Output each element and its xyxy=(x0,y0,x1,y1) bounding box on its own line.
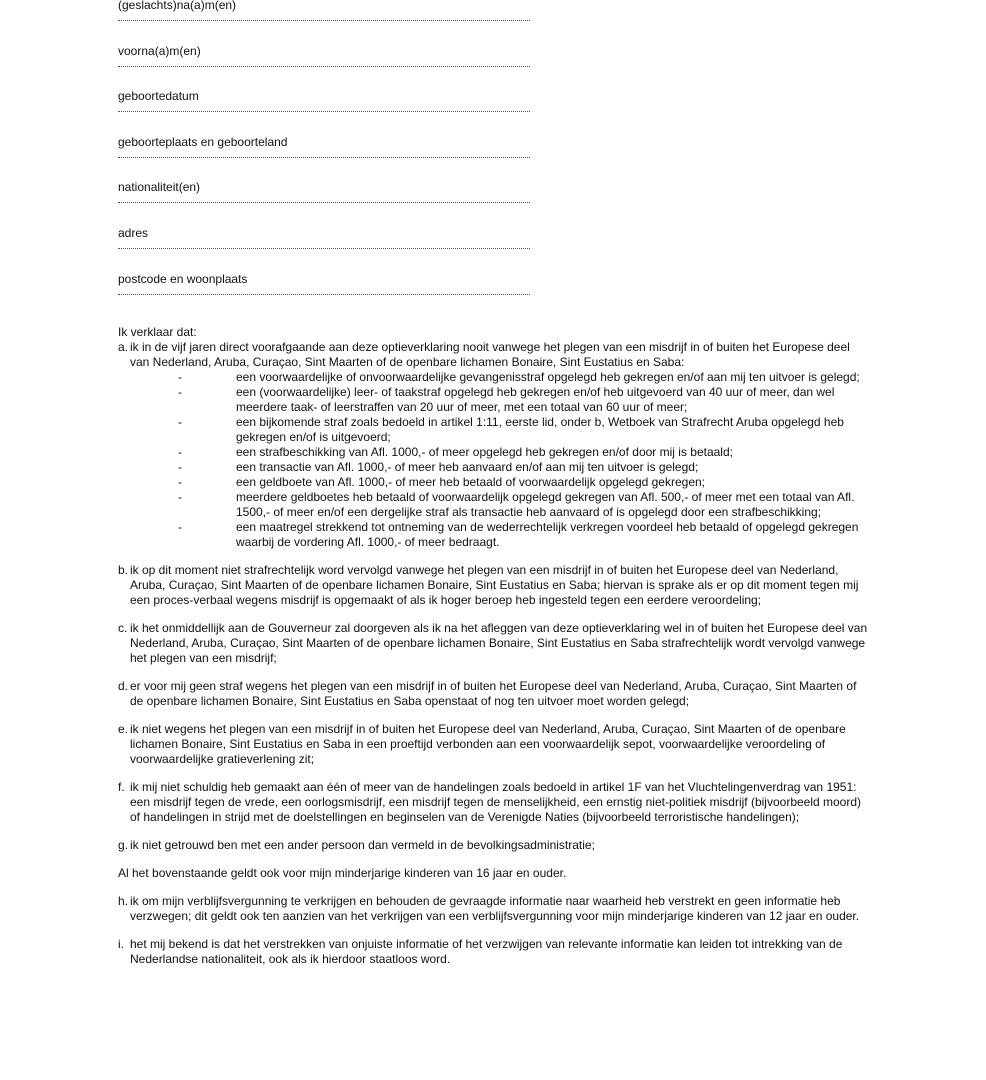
list-item xyxy=(118,490,870,520)
bullet-text: een geldboete van Afl. 1000,- of meer heb betaald of voorwaardelijk opgelegd gekregen; xyxy=(236,475,705,490)
bullet-text: een transactie van Afl. 1000,- of meer heb aanvaard en/of aan mij ten uitvoer is gelegd; xyxy=(236,460,699,475)
clause-text: ik in de vijf jaren direct voorafgaande aan deze optieverklaring nooit vanwege het plegen van een misdrijf in of buiten het Europese deel van Nederland, Aruba, Curaçao, Sint Maarten of de openbare lichamen Bonaire, Sint Eustatius en Saba: xyxy=(130,340,850,370)
clause-marker: g. xyxy=(118,838,129,853)
field-line[interactable] xyxy=(118,66,530,67)
clause-text: er voor mij geen straf wegens het plegen van een misdrijf in of buiten het Europese deel van Nederland, Aruba, Curaçao, Sint Maarten of de openbare lichamen Bonaire, Sint Eustatius en Saba openstaat of nog ten uitvoer moet worden gelegd; xyxy=(130,679,857,709)
bullet-text: een strafbeschikking van Afl. 1000,- of meer opgelegd heb gekregen en/of door mij is betaald; xyxy=(236,445,733,460)
bullet-dash: - xyxy=(178,370,182,385)
clause-marker: h. xyxy=(118,894,129,909)
clause-marker: b. xyxy=(118,563,129,578)
clause-f xyxy=(118,780,870,825)
field-label: nationaliteit(en) xyxy=(118,180,201,195)
clause-text: ik om mijn verblijfsvergunning te verkrijgen en behouden de gevraagde informatie naar waarheid heb verstrekt en geen informatie heb verzwegen; dit geldt ook ten aanzien van het verkrijgen van een verblijfsvergunning voor mijn minderjarige kinderen van 12 jaar en ouder. xyxy=(130,894,860,924)
field-line[interactable] xyxy=(118,294,530,295)
field-label: geboortedatum xyxy=(118,89,199,104)
field-label: geboorteplaats en geboorteland xyxy=(118,134,288,149)
clause-text: ik het onmiddellijk aan de Gouverneur zal doorgeven als ik na het afleggen van deze optieverklaring wel in of buiten het Europese deel van Nederland, Aruba, Curaçao, Sint Maarten of de openbare lichamen Bonaire, Sint Eustatius en Saba strafrechtelijk wordt vervolgd vanwege het plegen van een misdrijf; xyxy=(130,621,868,666)
clause-marker: i. xyxy=(118,937,124,952)
field-label: voorna(a)m(en) xyxy=(118,43,201,58)
field-first-names xyxy=(118,44,870,90)
clause-text: ik op dit moment niet strafrechtelijk word vervolgd vanwege het plegen van een misdrijf in of buiten het Europese deel van Nederland, Aruba, Curaçao, Sint Maarten of de openbare lichamen Bonaire, Sint Eustatius en Saba; hiervan is sprake als er op dit moment tegen mij een proces-verbaal wegens misdrijf is opgemaakt of als ik hoger beroep heb ingesteld tegen een eerdere veroordeling; xyxy=(130,563,859,608)
clause-text: het mij bekend is dat het verstrekken van onjuiste informatie of het verzwijgen van relevante informatie kan leiden tot intrekking van de Nederlandse nationaliteit, ook als ik hierdoor staatloos word. xyxy=(130,937,843,967)
bullet-dash: - xyxy=(178,490,182,505)
clause-text: ik niet wegens het plegen van een misdrijf in of buiten het Europese deel van Nederland, Aruba, Curaçao, Sint Maarten of de openbare lichamen Bonaire, Sint Eustatius en Saba in een proeftijd verbonden aan een voorwaardelijk sepot, voorwaardelijke veroordeling of voorwaardelijke gratieverlening zit; xyxy=(130,722,846,767)
bullet-text: een voorwaardelijke of onvoorwaardelijke gevangenisstraf opgelegd heb gekregen en/of aan mij ten uitvoer is gelegd; xyxy=(236,370,860,385)
clause-marker: a. xyxy=(118,340,129,355)
list-item xyxy=(118,460,870,475)
bullet-dash: - xyxy=(178,520,182,535)
declaration-intro: Ik verklaar dat: xyxy=(118,325,197,340)
field-line[interactable] xyxy=(118,111,530,112)
field-nationality xyxy=(118,180,870,226)
field-address xyxy=(118,226,870,272)
declaration-form xyxy=(118,0,870,967)
field-line[interactable] xyxy=(118,20,530,21)
clause-i xyxy=(118,937,870,967)
field-place-country-of-birth xyxy=(118,135,870,181)
bullet-dash: - xyxy=(178,475,182,490)
clause-g xyxy=(118,838,870,853)
bullet-text: een (voorwaardelijke) leer- of taakstraf opgelegd heb gekregen en/of heb uitgevoerd van 40 uur of meer, dan wel meerdere taak- of leerstraffen van 20 uur of meer, met een totaal van 60 uur of meer; xyxy=(236,385,835,415)
field-date-of-birth xyxy=(118,89,870,135)
list-item xyxy=(118,415,870,445)
clause-e xyxy=(118,722,870,767)
bullet-dash: - xyxy=(178,385,182,400)
clause-marker: f. xyxy=(118,780,125,795)
bullet-text: een bijkomende straf zoals bedoeld in artikel 1:11, eerste lid, onder b, Wetboek van Strafrecht Aruba opgelegd heb gekregen en/of is uitgevoerd; xyxy=(236,415,844,445)
field-label: postcode en woonplaats xyxy=(118,271,248,286)
field-line[interactable] xyxy=(118,248,530,249)
bullet-text: meerdere geldboetes heb betaald of voorwaardelijk opgelegd gekregen van Afl. 500,- of meer met een totaal van Afl. 1500,- of meer en/of een dergelijke straf als transactie heb aanvaard of is opgelegd door een strafbeschikking; xyxy=(236,490,855,520)
declaration-section xyxy=(118,325,870,967)
clause-text: ik mij niet schuldig heb gemaakt aan één of meer van de handelingen zoals bedoeld in artikel 1F van het Vluchtelingenverdrag van 1951: een misdrijf tegen de vrede, een oorlogsmisdrijf, een misdrijf tegen de menselijkheid, een ernstig niet-politiek misdrijf (bijvoorbeeld moord) of handelingen in strijd met de doelstellingen en beginselen van de Verenigde Naties (bijvoorbeeld terroristische handelingen); xyxy=(130,780,862,825)
field-label: adres xyxy=(118,225,149,240)
clause-h xyxy=(118,894,870,924)
list-item xyxy=(118,475,870,490)
bullet-dash: - xyxy=(178,445,182,460)
minor-children-note: Al het bovenstaande geldt ook voor mijn minderjarige kinderen van 16 jaar en ouder. xyxy=(118,866,567,881)
field-line[interactable] xyxy=(118,202,530,203)
field-label: (geslachts)na(a)m(en) xyxy=(118,0,237,12)
bullet-text: een maatregel strekkend tot ontneming van de wederrechtelijk verkregen voordeel heb betaald of opgelegd gekregen waarbij de vordering Afl. 1000,- of meer bedraagt. xyxy=(236,520,859,550)
list-item xyxy=(118,385,870,415)
clause-c xyxy=(118,621,870,666)
clause-marker: d. xyxy=(118,679,129,694)
clause-marker: e. xyxy=(118,722,129,737)
bullet-dash: - xyxy=(178,460,182,475)
personal-details-fields xyxy=(118,0,870,317)
list-item xyxy=(118,445,870,460)
list-item xyxy=(118,520,870,550)
clause-b xyxy=(118,563,870,608)
clause-marker: c. xyxy=(118,621,128,636)
field-line[interactable] xyxy=(118,157,530,158)
clause-d xyxy=(118,679,870,709)
bullet-dash: - xyxy=(178,415,182,430)
clause-a-bullet-list xyxy=(118,370,870,550)
field-postcode-residence xyxy=(118,272,870,318)
clause-text: ik niet getrouwd ben met een ander persoon dan vermeld in de bevolkingsadministratie; xyxy=(130,838,595,853)
field-surname xyxy=(118,0,870,44)
clause-a xyxy=(118,340,870,370)
list-item xyxy=(118,370,870,385)
